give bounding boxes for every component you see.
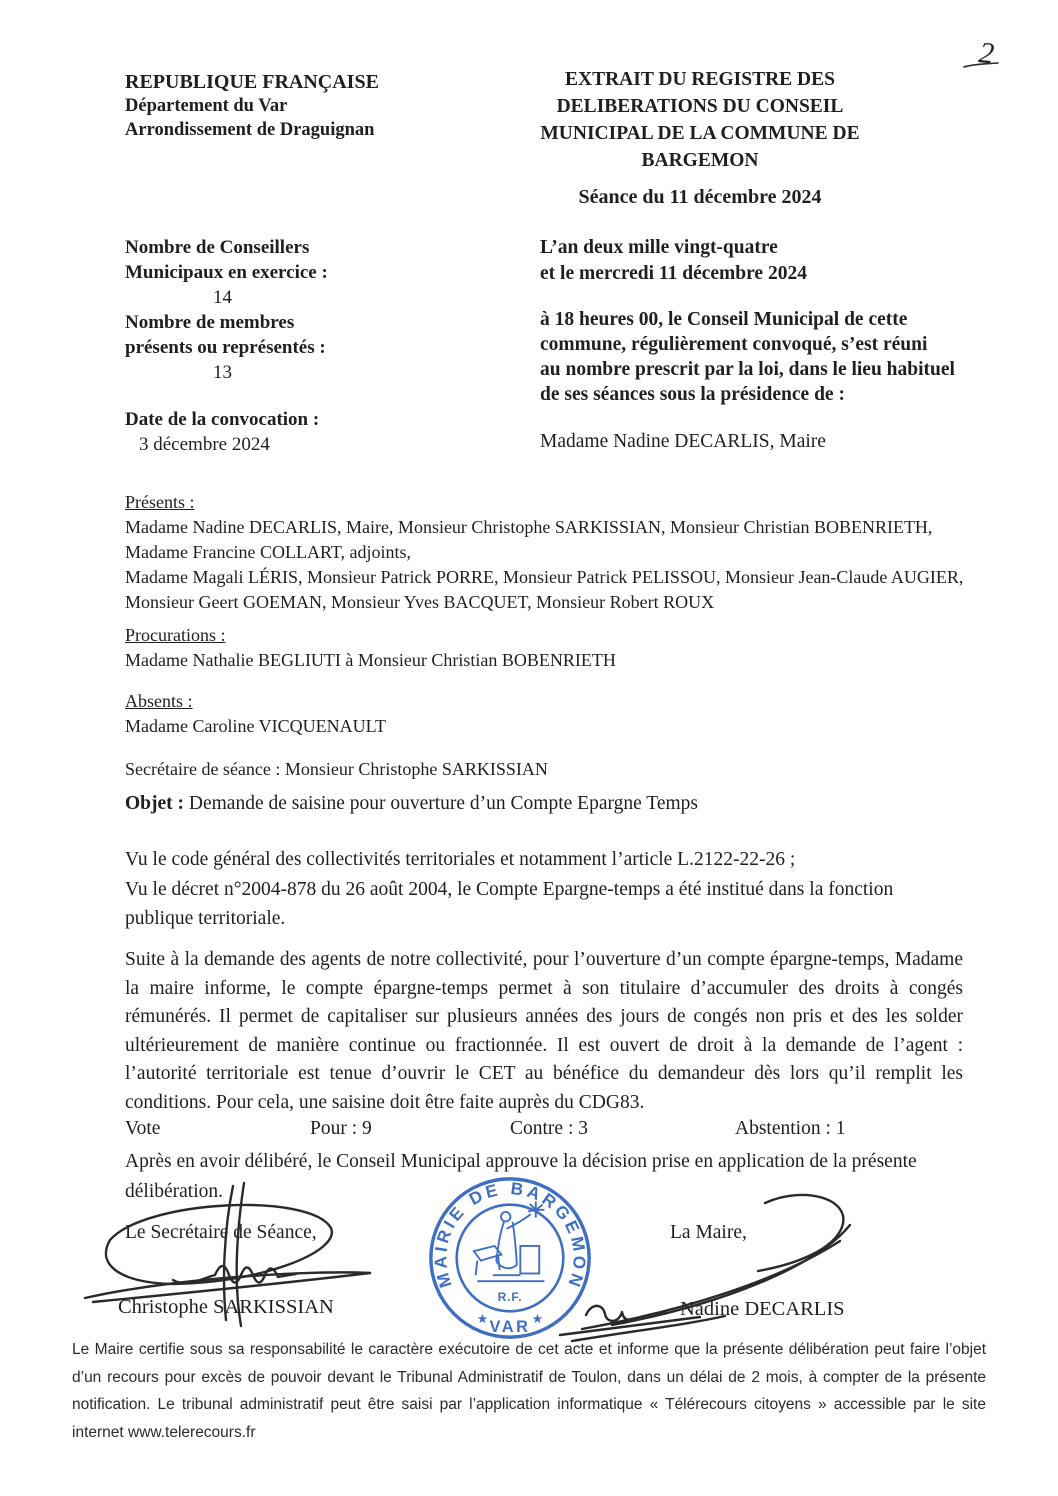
convocation-label: Date de la convocation : bbox=[125, 409, 320, 430]
spacer bbox=[125, 385, 455, 407]
department-line: Département du Var bbox=[125, 96, 288, 116]
stamp-rf-text: R.F. bbox=[497, 1290, 523, 1304]
spacer bbox=[125, 673, 987, 689]
vote-row bbox=[125, 1118, 925, 1140]
meeting-line: de ses séances sous la présidence de : bbox=[540, 384, 845, 405]
stamp-ring-textpath: MAIRIE DE BARGEMON bbox=[430, 1178, 591, 1293]
absents-label: Absents : bbox=[125, 691, 193, 711]
marianne-figure bbox=[474, 1201, 545, 1281]
year-line: L’an deux mille vingt-quatre bbox=[540, 237, 778, 258]
vote-pour: Pour : 9 bbox=[310, 1118, 372, 1139]
presents-label: Présents : bbox=[125, 492, 195, 512]
mayor-title: La Maire, bbox=[670, 1222, 747, 1243]
procurations-line: Madame Nathalie BEGLIUTI à Monsieur Christian BOBENRIETH bbox=[125, 650, 616, 670]
title-line: BARGEMON bbox=[641, 150, 759, 171]
meeting-line: à 18 heures 00, le Conseil Municipal de cette bbox=[540, 309, 908, 330]
meeting-line: commune, régulièrement convoqué, s’est réuni bbox=[540, 334, 928, 355]
presents-line: Madame Francine COLLART, adjoints, bbox=[125, 542, 412, 562]
attendance-block bbox=[125, 490, 987, 782]
vote-abstention: Abstention : 1 bbox=[735, 1118, 846, 1139]
counselors-label: Municipaux en exercice : bbox=[125, 262, 328, 283]
presents-line: Monsieur Geert GOEMAN, Monsieur Yves BACQUET, Monsieur Robert ROUX bbox=[125, 592, 715, 612]
procurations-label: Procurations : bbox=[125, 625, 226, 645]
members-label: Nombre de membres bbox=[125, 312, 295, 333]
republic-line: REPUBLIQUE FRANÇAISE bbox=[125, 71, 379, 93]
session-date: Séance du 11 décembre 2024 bbox=[578, 186, 822, 208]
star-icon: ★ bbox=[477, 1313, 488, 1326]
presents-line: Madame Nadine DECARLIS, Maire, Monsieur Christophe SARKISSIAN, Monsieur Christian BOBENRIETH, bbox=[125, 517, 933, 537]
president-name: Madame Nadine DECARLIS, Maire bbox=[540, 431, 826, 452]
vote-contre: Contre : 3 bbox=[510, 1118, 588, 1139]
arrondissement-line: Arrondissement de Draguignan bbox=[125, 120, 375, 140]
vote-label: Vote bbox=[125, 1118, 161, 1139]
vu-line: Vu le code général des collectivités territoriales et notamment l’article L.2122-22-26 ; bbox=[125, 849, 796, 870]
vu-line: publique territoriale. bbox=[125, 908, 286, 929]
decision-paragraph: Après en avoir délibéré, le Conseil Municipal approuve la décision prise en application de la présente délibération. bbox=[125, 1151, 917, 1202]
star-icon: ★ bbox=[532, 1313, 543, 1326]
title-line: DELIBERATIONS DU CONSEIL bbox=[556, 96, 844, 117]
subject-label: Objet : bbox=[125, 793, 185, 814]
secretary-name: Christophe SARKISSIAN bbox=[118, 1296, 334, 1318]
municipal-stamp bbox=[424, 1172, 596, 1344]
absents-line: Madame Caroline VICQUENAULT bbox=[125, 716, 386, 736]
secretary-title: Le Secrétaire de Séance, bbox=[125, 1222, 317, 1243]
issuer-block bbox=[125, 70, 465, 142]
date-line: et le mercredi 11 décembre 2024 bbox=[540, 263, 807, 284]
members-label: présents ou représentés : bbox=[125, 337, 326, 358]
meeting-paragraph bbox=[540, 307, 1000, 407]
counselors-label: Nombre de Conseillers bbox=[125, 237, 310, 258]
deliberation-paragraph: Suite à la demande des agents de notre collectivité, pour l’ouverture d’un compte épargne-temps, Madame la maire informe, le compte épargne-temps permet à son titulaire d’accumuler des droits à congés rémunérés. Il permet de capitaliser sur plusieurs années des jours de congés non pris et des les solder ultérieurement de manière continue ou fractionnée. Il est ouvert de droit à la demande de l’agent : l’autorité territoriale est tenue d’ouvrir le CET au bénéfice du demandeur dès lors qu’il remplit les conditions. Pour cela, une saisine doit être faite auprès du CDG83. bbox=[125, 949, 963, 1113]
spacer bbox=[540, 287, 1000, 307]
secretary-line: Secrétaire de séance : Monsieur Christophe SARKISSIAN bbox=[125, 759, 548, 779]
legal-footer: Le Maire certifie sous sa responsabilité le caractère exécutoire de cet acte et informe que la présente délibération peut faire l’objet d’un recours pour excès de pouvoir devant le Tribunal Administratif de Toulon, dans un délai de 2 mois, à compter de la présente notification. Le tribunal administratif peut être saisi par l’application informatique « Télérecours citoyens » accessible par le site internet www.telerecours.fr bbox=[72, 1341, 986, 1441]
subject-text: Demande de saisine pour ouverture d’un Compte Epargne Temps bbox=[184, 793, 699, 814]
document-title bbox=[500, 66, 900, 174]
convocation-date: 3 décembre 2024 bbox=[139, 434, 270, 455]
mayor-name: Nadine DECARLIS bbox=[680, 1298, 845, 1320]
session-info-block bbox=[540, 235, 1000, 455]
council-info-block bbox=[125, 235, 455, 457]
vu-line: Vu le décret n°2004-878 du 26 août 2004, le Compte Epargne-temps a été institué dans la fonction bbox=[125, 878, 894, 900]
page-number-text: 2 bbox=[977, 36, 996, 71]
spacer bbox=[125, 615, 987, 623]
subject-line bbox=[125, 793, 985, 815]
spacer bbox=[125, 739, 987, 757]
meeting-line: au nombre prescrit par la loi, dans le lieu habituel bbox=[540, 359, 955, 380]
title-line: EXTRAIT DU REGISTRE DES bbox=[564, 69, 835, 90]
spacer bbox=[540, 407, 1000, 429]
members-count: 13 bbox=[213, 362, 232, 383]
stamp-var-text: VAR bbox=[489, 1317, 531, 1336]
handwritten-page-number bbox=[950, 22, 1020, 82]
legal-references bbox=[125, 845, 987, 934]
counselors-count: 14 bbox=[213, 287, 232, 308]
title-line: MUNICIPAL DE LA COMMUNE DE bbox=[540, 123, 860, 144]
presents-line: Madame Magali LÉRIS, Monsieur Patrick PORRE, Monsieur Patrick PELISSOU, Monsieur Jean-Claude AUGIER, bbox=[125, 567, 964, 587]
